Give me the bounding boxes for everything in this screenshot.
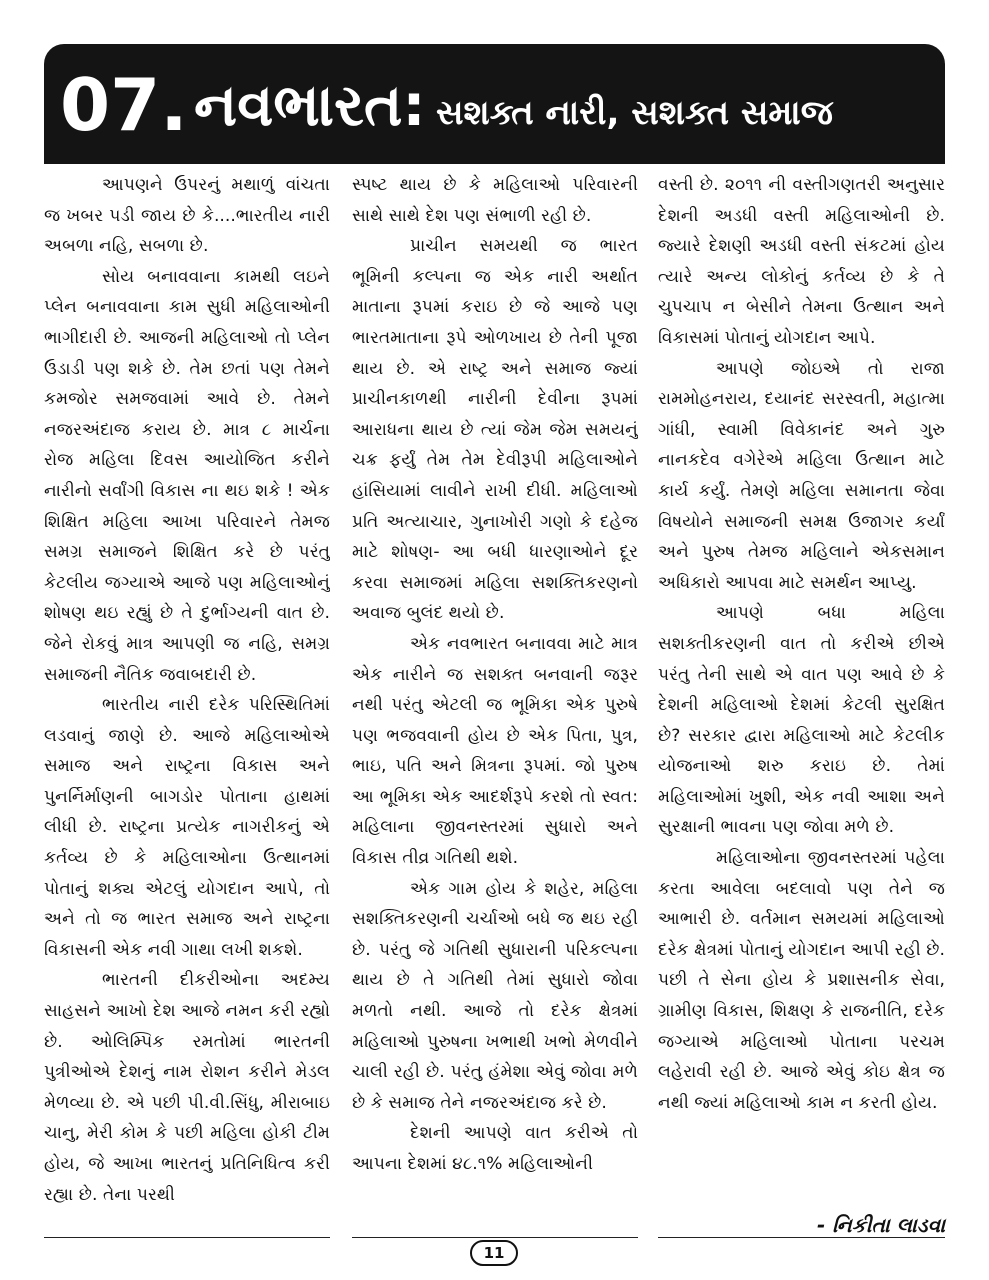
title-banner [44,44,945,164]
article-column-2 [352,170,638,1225]
footer-rule [658,1237,945,1238]
paragraph: દેશની આપણે વાત કરીએ તો આપના દેશમાં ૪૮.૧% મહિલાઓની [352,1123,638,1174]
paragraph: સોય બનાવવાના કામથી લઇને પ્લેન બનાવવાના કામ સુધી મહિલાઓની ભાગીદારી છે. આજની મહિલાઓ તો પ્લેન ઉડાડી પણ શકે છે. તેમ છતાં પણ તેમને કમજોર સમજવામાં આવે છે. તેમને નજરઅંદાજ કરાય છે. માત્ર ૮ માર્ચના રોજ મહિલા દિવસ આયોજિત કરીને નારીનો સર્વાંગી વિકાસ ના થઇ શકે ! એક શિક્ષિત મહિલા આખા પરિવારને તેમજ સમગ્ર સમાજને શિક્ષિત કરે છે પરંતુ કેટલીય જગ્યાએ આજે પણ મહિલાઓનું શોષણ થઇ રહ્યું છે તે દુર્ભાગ્યની વાત છે. જેને રોકવું માત્ર આપણી જ નહિ, સમગ્ર સમાજની નૈતિક જવાબદારી છે. [44,266,330,685]
footer-rule [44,1237,330,1238]
paragraph: આપણે જોઇએ તો રાજા રામમોહનરાય, દયાનંદ સરસ્વતી, મહાત્મા ગાંધી, સ્વામી વિવેકાનંદ અને ગુરુ નાનકદેવ વગેરેએ મહિલા ઉત્થાન માટે કાર્ય કર્યું. તેમણે મહિલા સમાનતા જેવા વિષયોને સમાજની સમક્ષ ઉજાગર કર્યાં અને પુરુષ તેમજ મહિલાને એકસમાન અધિકારો આપવા માટે સમર્થન આપ્યુ. [658,358,945,593]
paragraph: આપણને ઉપરનું મથાળું વાંચતા જ ખબર પડી જાય છે કે....ભારતીય નારી અબળા નહિ, સબળા છે. [44,175,330,257]
author-signature: - નિકીતા લાડવા [816,1213,945,1237]
page-number: 11 [470,1240,518,1266]
paragraph: ભારતની દીકરીઓના અદમ્ય સાહસને આખો દેશ આજે નમન કરી રહ્યો છે. ઓલિમ્પિક રમતોમાં ભારતની પુત્રીઓએ દેશનું નામ રોશન કરીને મેડલ મેળવ્યા છે. એ પછી પી.વી.સિંધુ, મીરાબાઇ ચાનુ, મેરી કોમ કે પછી મહિલા હોકી ટીમ હોય, જે આખા ભારતનું પ્રતિનિધિત્વ કરી રહ્યા છે. તેના પરથી [44,970,330,1205]
paragraph: સ્પષ્ટ થાય છે કે મહિલાઓ પરિવારની સાથે સાથે દેશ પણ સંભાળી રહી છે. [352,175,638,226]
page-title: નવભારત: [194,71,426,139]
paragraph: એક ગામ હોય કે શહેર, મહિલા સશક્તિકરણની ચર્ચાઓ બધે જ થઇ રહી છે. પરંતુ જે ગતિથી સુધારાની પરિકલ્પના થાય છે તે ગતિથી તેમાં સુધારો જોવા મળતો નથી. આજે તો દરેક ક્ષેત્રમાં મહિલાઓ પુરુષના ખભાથી ખભો મેળવીને ચાલી રહી છે. પરંતુ હંમેશા એવું જોવા મળે છે કે સમાજ તેને નજરઅંદાજ કરે છે. [352,878,638,1113]
paragraph: પ્રાચીન સમયથી જ ભારત ભૂમિની કલ્પના જ એક નારી અર્થાત માતાના રૂપમાં કરાઇ છે જે આજે પણ ભારતમાતાના રૂપે ઓળખાય છે તેની પૂજા થાય છે. એ રાષ્ટ્ર અને સમાજ જ્યાં પ્રાચીનકાળથી નારીની દેવીના રૂપમાં આરાધના થાય છે ત્યાં જેમ જેમ સમયનું ચક્ર ફર્યું તેમ તેમ દેવીરૂપી મહિલાઓને હાંસિયામાં લાવીને રાખી દીધી. મહિલાઓ પ્રતિ અત્યાચાર, ગુનાખોરી ગણો કે દહેજ માટે શોષણ- આ બધી ધારણાઓને દૂર કરવા સમાજમાં મહિલા સશક્તિકરણનો અવાજ બુલંદ થયો છે. [352,236,638,624]
article-column-1 [44,170,330,1225]
chapter-number: 07. [60,63,188,147]
paragraph: મહિલાઓના જીવનસ્તરમાં પહેલા કરતા આવેલા બદલાવો પણ તેને જ આભારી છે. વર્તમાન સમયમાં મહિલાઓ દરેક ક્ષેત્રમાં પોતાનું યોગદાન આપી રહી છે. પછી તે સેના હોય કે પ્રશાસનીક સેવા, ગ્રામીણ વિકાસ, શિક્ષણ કે રાજનીતિ, દરેક જગ્યાએ મહિલાઓ પોતાના પરચમ લહેરાવી રહી છે. આજે એવું કોઇ ક્ષેત્ર જ નથી જ્યાં મહિલાઓ કામ ન કરતી હોય. [658,848,945,1113]
paragraph: ભારતીય નારી દરેક પરિસ્થિતિમાં લડવાનું જાણે છે. આજે મહિલાઓએ સમાજ અને રાષ્ટ્રના વિકાસ અને પુનર્નિર્માણની બાગડોર પોતાના હાથમાં લીધી છે. રાષ્ટ્રના પ્રત્યેક નાગરીકનું એ કર્તવ્ય છે કે મહિલાઓના ઉત્થાનમાં પોતાનું શક્ય એટલું યોગદાન આપે, તો અને તો જ ભારત સમાજ અને રાષ્ટ્રના વિકાસની એક નવી ગાથા લખી શકશે. [44,695,330,960]
paragraph: આપણે બધા મહિલા સશક્તીકરણની વાત તો કરીએ છીએ પરંતુ તેની સાથે એ વાત પણ આવે છે કે દેશની મહિલાઓ દેશમાં કેટલી સુરક્ષિત છે? સરકાર દ્વારા મહિલાઓ માટે કેટલીક યોજનાઓ શરુ કરાઇ છે. તેમાં મહિલાઓમાં ખુશી, એક નવી આશા અને સુરક્ષાની ભાવના પણ જોવા મળે છે. [658,603,945,838]
page-subtitle: સશક્ત નારી, સશક્ત સમાજ [436,93,833,133]
paragraph: વસ્તી છે. ૨૦૧૧ ની વસ્તીગણતરી અનુસાર દેશની અડધી વસ્તી મહિલાઓની છે. જ્યારે દેશણી અડધી વસ્તી સંકટમાં હોય ત્યારે અન્ય લોકોનું કર્તવ્ય છે કે તે ચુપચાપ ન બેસીને તેમના ઉત્થાન અને વિકાસમાં પોતાનું યોગદાન આપે. [658,175,945,348]
paragraph: એક નવભારત બનાવવા માટે માત્ર એક નારીને જ સશક્ત બનવાની જરૂર નથી પરંતુ એટલી જ ભૂમિકા એક પુરુષે પણ ભજવવાની હોય છે એક પિતા, પુત્ર, ભાઇ, પતિ અને મિત્રના રૂપમાં. જો પુરુષ આ ભૂમિકા એક આદર્શરૂપે કરશે તો સ્વત: મહિલાના જીવનસ્તરમાં સુધારો અને વિકાસ તીવ્ર ગતિથી થશે. [352,633,638,869]
footer-rule [352,1237,638,1238]
article-column-3 [658,170,945,1225]
